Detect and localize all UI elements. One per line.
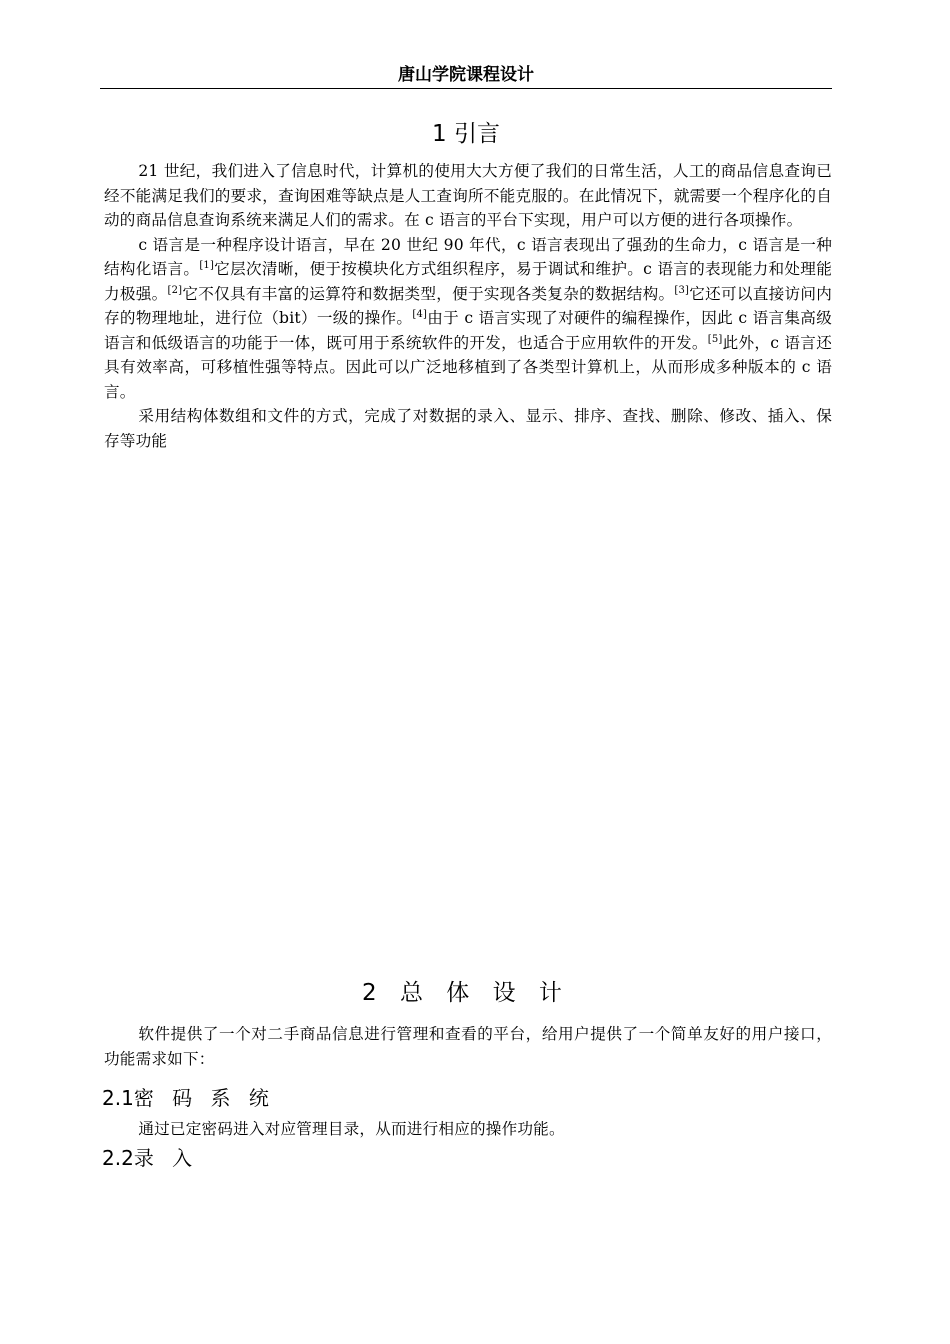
citation-4: [4] xyxy=(412,309,428,320)
paragraph-1-text: 21 世纪，我们进入了信息时代，计算机的使用大大方便了我们的日常生活，人工的商品信息查询已经不能满足我们的要求，查询困难等缺点是人工查询所不能克服的。在此情况下，就需要一个程序化的自动的商品信息查询系统来满足人们的需求。在 c 语言的平台下实现，用户可以方便的进行各项操作。 xyxy=(104,162,832,229)
citation-5: [5] xyxy=(707,333,723,345)
paragraph-2 xyxy=(104,233,832,405)
subsection-2-1-heading xyxy=(102,1085,275,1111)
paragraph-2-text-a: c 语言是一种程序设计语言，早在 20 世纪 90 年代，c 语言表现出了强劲的生命力，c 语言是一种结构化语言。 xyxy=(104,235,832,278)
subsection-2-1-title: 密 码 系 统 xyxy=(133,1086,275,1110)
paragraph-2-text-e: 由于 c 语言实现了对硬件的编程操作，因此 c 语言集高级语言和低级语言的功能于一体，既可用于系统软件的开发，也适合于应用软件的开发。 xyxy=(104,309,832,352)
header-rule xyxy=(100,88,832,89)
subsection-2-2-heading xyxy=(102,1145,198,1171)
paragraph-2-text-b: 它层次清晰，便于按模块化方式组织程序，易于调试和维护。c 语言的表现能力和处理能力极强。 xyxy=(104,260,832,303)
subsection-2-1-text: 通过已定密码进入对应管理目录，从而进行相应的操作功能。 xyxy=(138,1120,565,1138)
paragraph-2-text-d: 它还可以直接访问内存的物理地址，进行位（bit）一级的操作。 xyxy=(104,284,832,327)
subsection-2-1-number: 2.1 xyxy=(102,1086,134,1110)
paragraph-3-text: 采用结构体数组和文件的方式，完成了对数据的录入、显示、排序、查找、删除、修改、插入、保存等功能 xyxy=(104,407,832,450)
subsection-2-2-title: 录 入 xyxy=(133,1146,199,1170)
section-1-heading: 1 引言 xyxy=(432,121,500,147)
section-2-body xyxy=(104,1022,832,1071)
subsection-2-1-body xyxy=(104,1117,832,1142)
paragraph-3 xyxy=(104,404,832,453)
citation-3: [3] xyxy=(674,284,690,296)
page-header-title: 唐山学院课程设计 xyxy=(398,65,534,85)
paragraph-2-text-c: 它不仅具有丰富的运算符和数据类型，便于实现各类复杂的数据结构。 xyxy=(182,284,675,303)
subsection-2-2-number: 2.2 xyxy=(102,1146,134,1170)
section-2-heading: 2 总 体 设 计 xyxy=(362,980,570,1006)
citation-1: [1] xyxy=(199,260,215,271)
paragraph-1 xyxy=(104,159,832,233)
section-1-body xyxy=(104,159,832,453)
paragraph-2-text-f: 此外，c 语言还具有效率高，可移植性强等特点。因此可以广泛地移植到了各类型计算机上，从而形成多种版本的 c 语言。 xyxy=(104,333,832,401)
citation-2: [2] xyxy=(167,284,183,296)
section-2-intro: 软件提供了一个对二手商品信息进行管理和查看的平台，给用户提供了一个简单友好的用户接口，功能需求如下： xyxy=(104,1025,832,1068)
